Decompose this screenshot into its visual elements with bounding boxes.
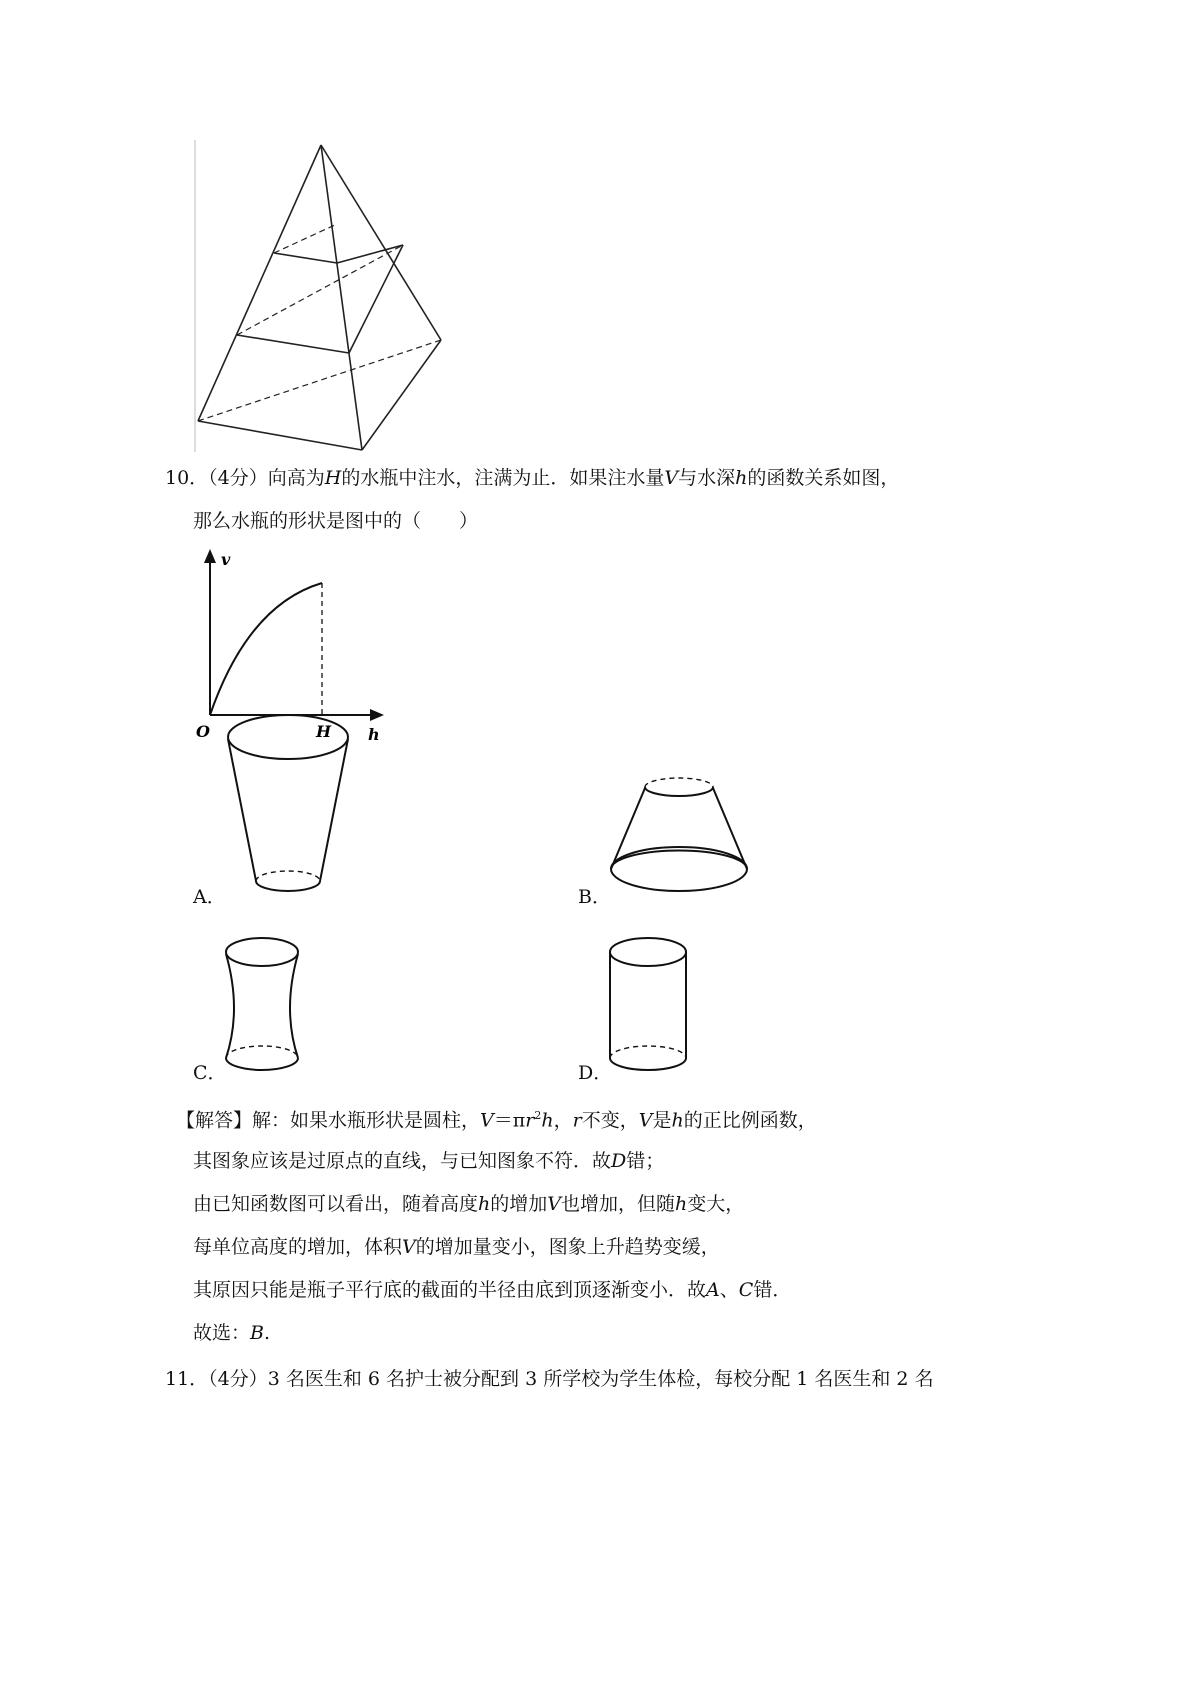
option-c-label: C． [193, 1062, 227, 1084]
question-number: 10．（4分） [165, 467, 268, 489]
option-d-figure [603, 930, 703, 1088]
option-d-label: D． [578, 1062, 613, 1084]
origin-label: O [196, 722, 210, 741]
question-10-line2: 那么水瓶的形状是图中的（ ） [193, 510, 479, 532]
solution-line-2: 其图象应该是过原点的直线，与已知图象不符．故D错； [193, 1150, 665, 1172]
solution-tag: 【解答】 [176, 1109, 253, 1132]
option-c-figure [220, 930, 320, 1088]
option-a-figure [220, 707, 370, 907]
solution-line-6: 故选：B. [193, 1322, 271, 1344]
solution-line-5: 其原因只能是瓶子平行底的截面的半径由底到顶逐渐变小．故A、C错． [193, 1279, 792, 1301]
option-a-label: A． [193, 886, 226, 908]
pyramid-figure [190, 140, 460, 460]
solution-line-4: 每单位高度的增加，体积V的增加量变小，图象上升趋势变缓， [193, 1236, 720, 1258]
question-11-line1: 11．（4分）3 名医生和 6 名护士被分配到 3 所学校为学生体检，每校分配 1 名医生和 2 名 [165, 1368, 934, 1390]
question-number: 11．（4分） [165, 1368, 268, 1390]
solution-line-1: 【解答】解：如果水瓶形状是圆柱，$V=\pi r^2h$，r不变，V是h的正比例函数， [176, 1109, 817, 1132]
option-b-figure [605, 775, 755, 905]
y-axis-label: v [221, 550, 231, 569]
option-b-label: B． [578, 886, 611, 908]
x-axis-label: h [368, 725, 380, 744]
solution-line-3: 由已知函数图可以看出，随着高度h的增加V也增加，但随h变大， [193, 1193, 745, 1215]
question-10-line1: 10．（4分）向高为H的水瓶中注水，注满为止．如果注水量V与水深h的函数关系如图， [165, 467, 900, 489]
h-max-label: H [316, 722, 332, 741]
